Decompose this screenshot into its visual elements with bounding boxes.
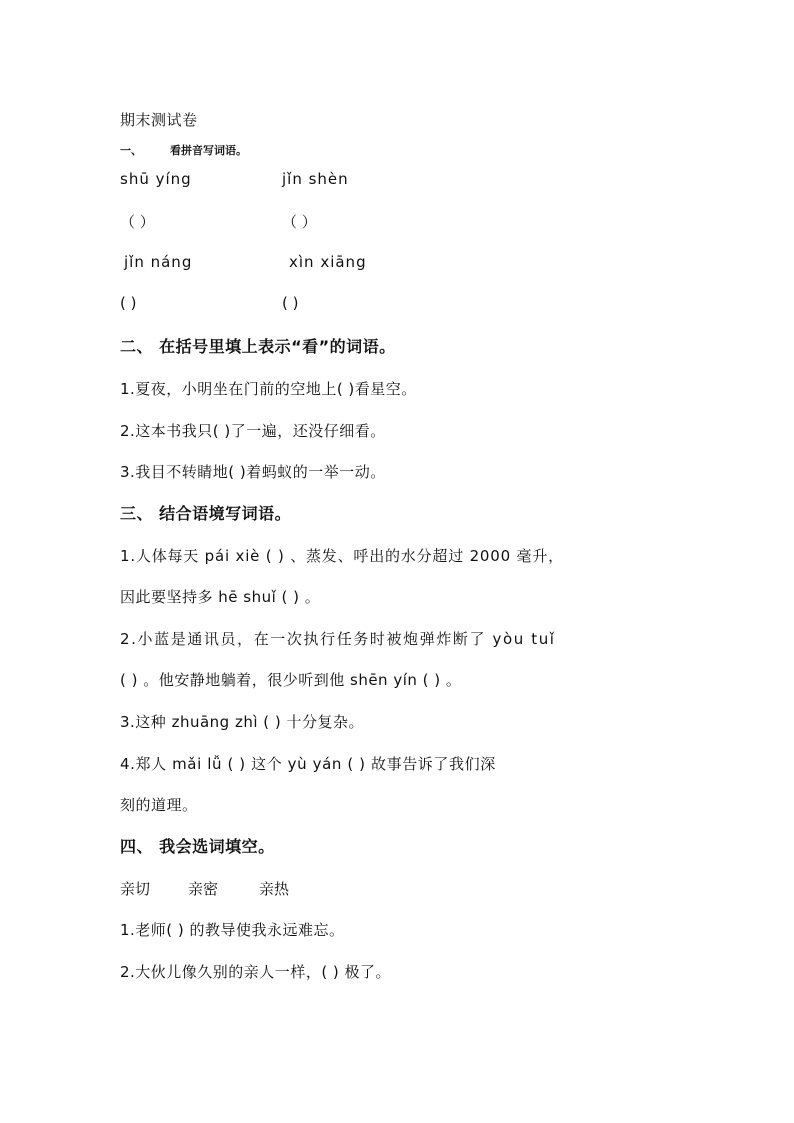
s3-question-4-line-2: 刻的道理。 [120,796,198,814]
pinyin-3: jǐn náng [124,253,193,271]
section-1-heading: 看拼音写词语。 [170,144,247,157]
word-option-2: 亲密 [188,880,219,898]
s3-question-4-line-1: 4.郑人 mǎi lǚ ( ) 这个 yù yán ( ) 故事告诉了我们深 [120,755,496,773]
s2-question-1: 1.夏夜，小明坐在门前的空地上( )看星空。 [120,380,417,398]
s4-question-1: 1.老师( ) 的教导使我永远难忘。 [120,921,345,939]
s3-question-1-line-2: 因此要坚持多 hē shuǐ ( ) 。 [120,588,321,606]
answer-blank-2[interactable]: （ ） [282,213,317,231]
pinyin-4: xìn xiāng [289,253,367,271]
word-option-3: 亲热 [259,880,290,898]
answer-blank-4[interactable]: ( ) [282,294,299,312]
answer-blank-3[interactable]: ( ) [120,294,137,312]
section-2-heading: 二、 在括号里填上表示“看”的词语。 [120,337,396,356]
s2-question-2: 2.这本书我只( )了一遍，还没仔细看。 [120,422,386,440]
pinyin-1: shū yíng [120,170,192,188]
s3-question-3: 3.这种 zhuāng zhì ( ) 十分复杂。 [120,713,365,731]
section-3-heading: 三、 结合语境写词语。 [120,504,292,523]
s2-question-3: 3.我目不转睛地( )着蚂蚁的一举一动。 [120,463,386,481]
pinyin-2: jǐn shèn [282,170,349,188]
s3-question-1-line-1: 1.人体每天 pái xiè ( ) 、蒸发、呼出的水分超过 2000 毫升， [120,547,564,565]
page-title: 期末测试卷 [120,111,198,129]
section-1-number: 一、 [120,144,142,157]
answer-blank-1[interactable]: （ ） [120,213,155,231]
s4-question-2: 2.大伙儿像久别的亲人一样，( ) 极了。 [120,963,392,981]
s3-question-2-line-1: 2.小蓝是通讯员，在一次执行任务时被炮弹炸断了 yòu tuǐ [120,630,556,648]
section-4-heading: 四、 我会选词填空。 [120,837,275,856]
word-option-1: 亲切 [120,880,151,898]
s3-question-2-line-2: ( ) 。他安静地躺着，很少听到他 shēn yín ( ) 。 [120,671,462,689]
